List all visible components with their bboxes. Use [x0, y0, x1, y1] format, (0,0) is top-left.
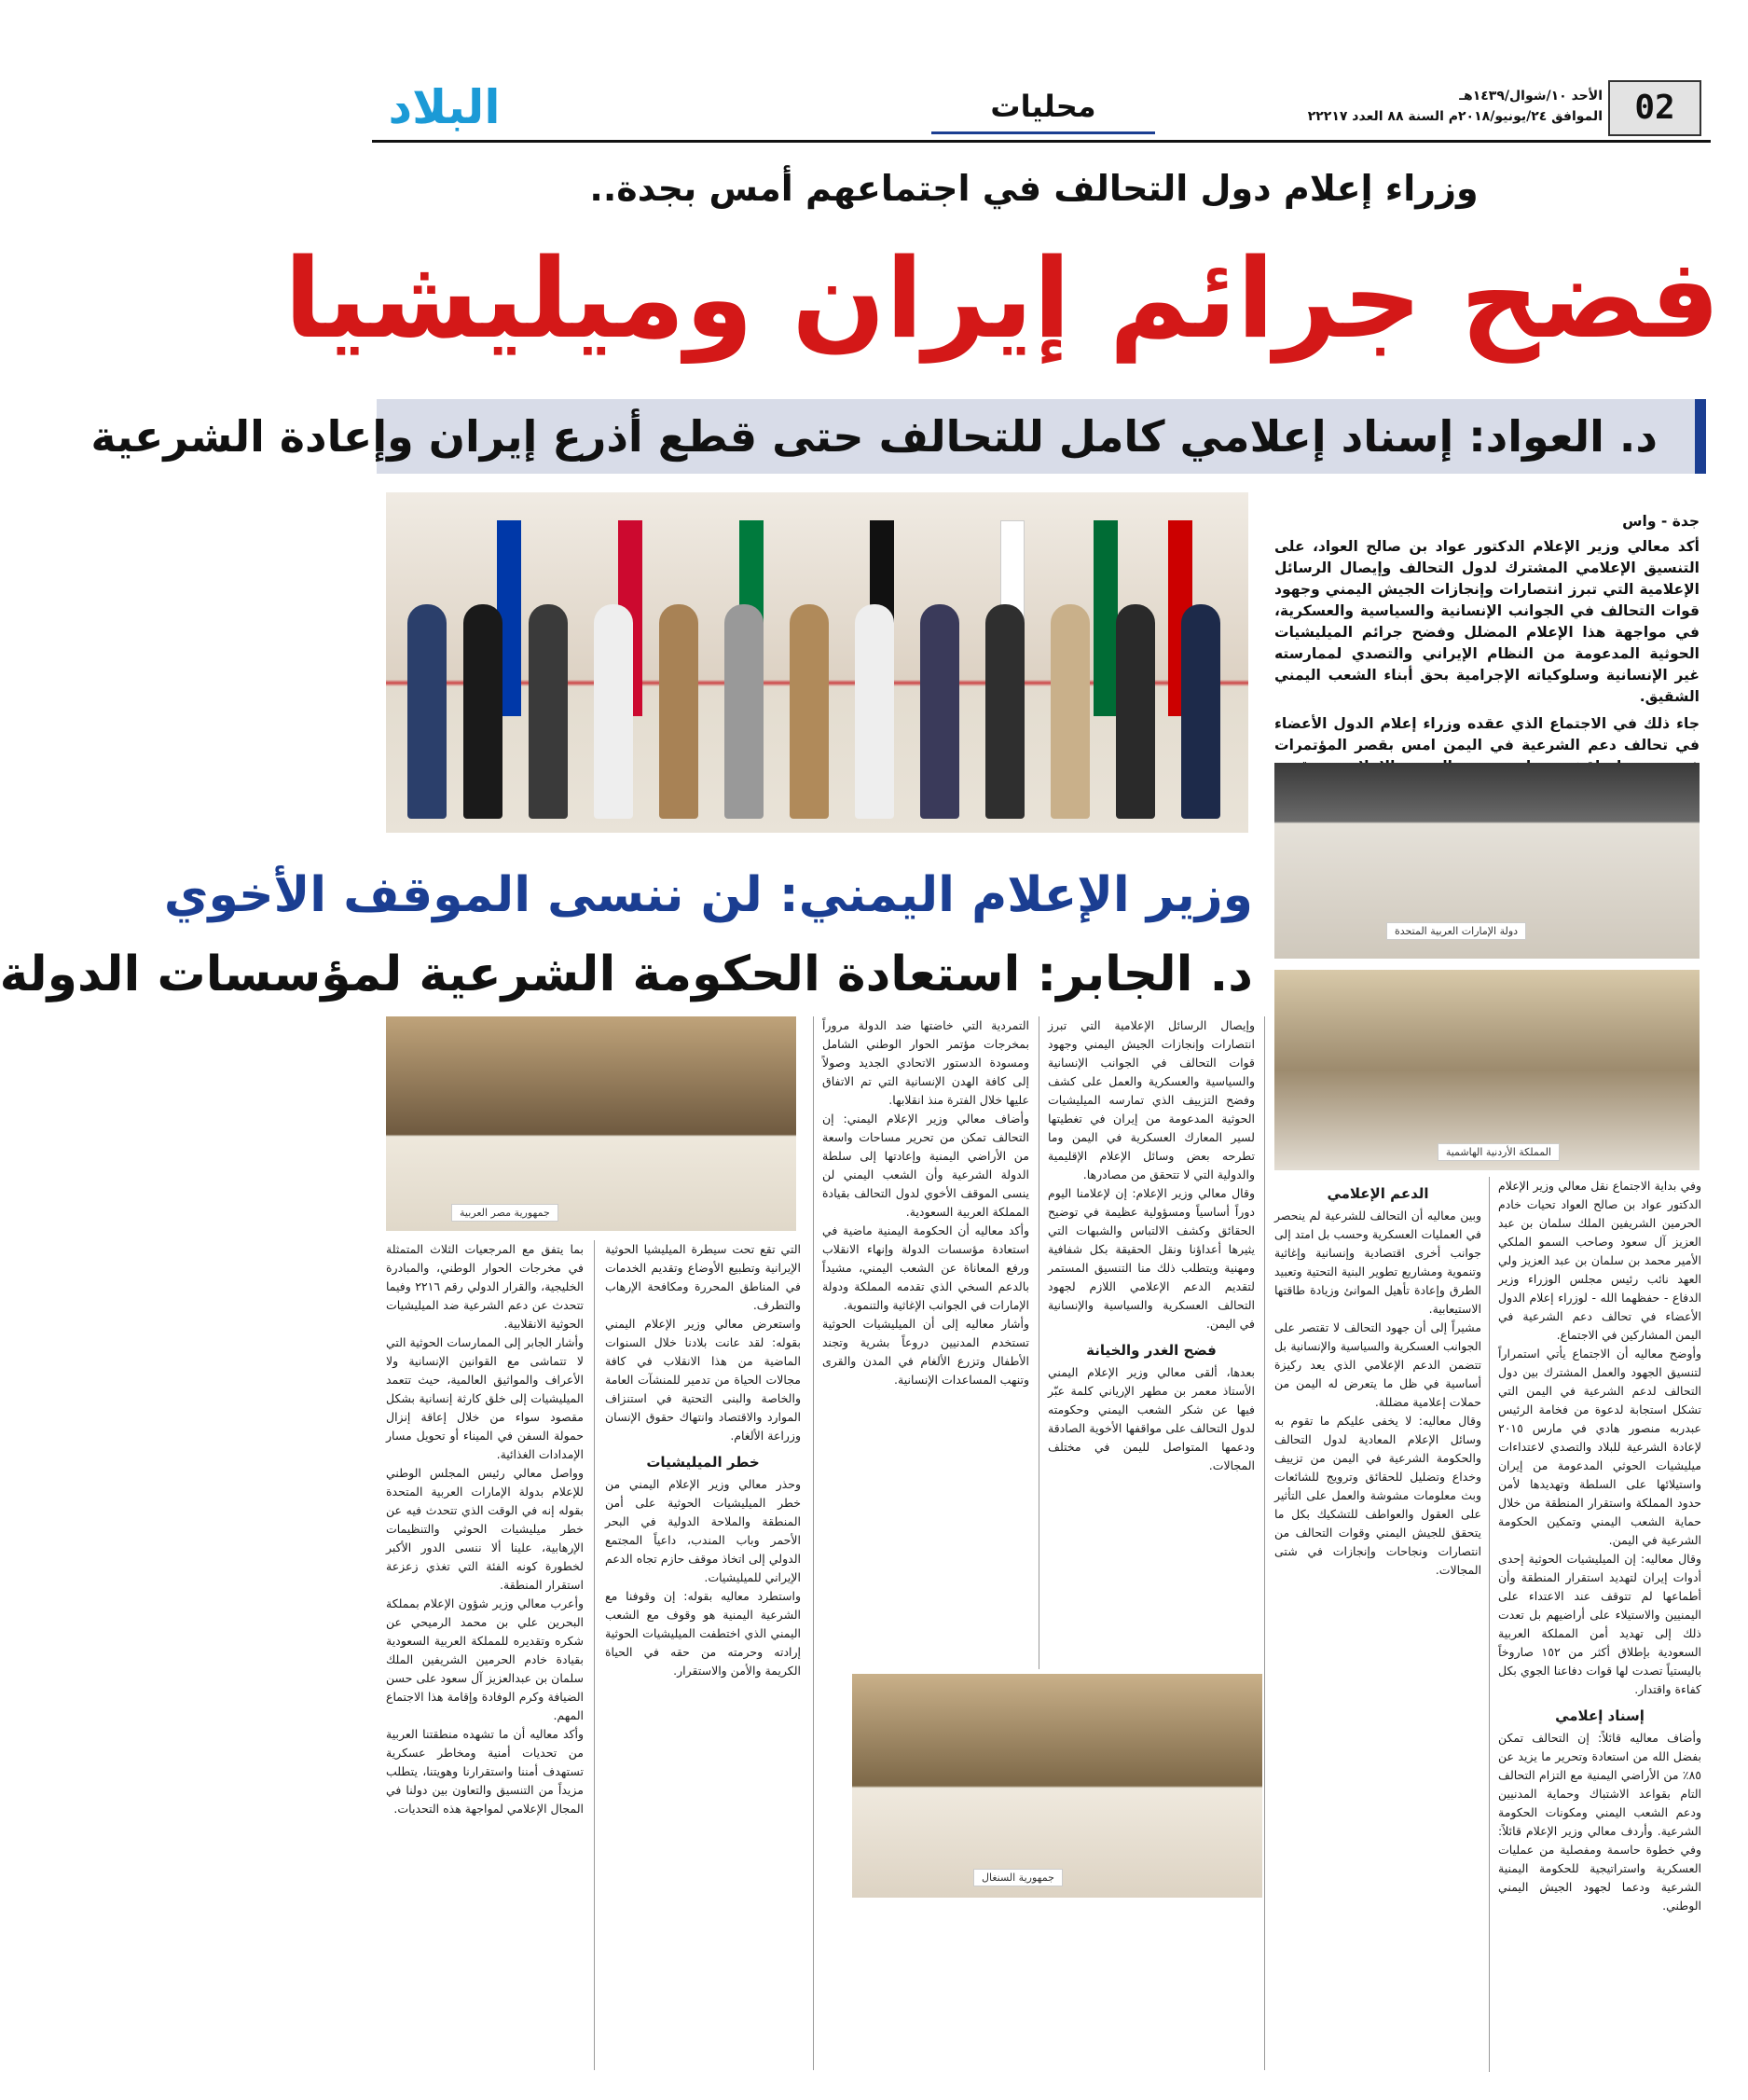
- person-figure: [1051, 604, 1090, 819]
- masthead-divider: [372, 140, 1711, 143]
- delegate-nameplate: المملكة الأردنية الهاشمية: [1438, 1143, 1560, 1161]
- egypt-delegate-photo: [386, 1016, 796, 1231]
- secondary-headline-1: وزير الإعلام اليمني: لن ننسى الموقف الأخوي: [163, 867, 1253, 923]
- column-rule: [1264, 1016, 1265, 2070]
- delegate-nameplate: جمهورية مصر العربية: [451, 1204, 558, 1222]
- column-subhead: الدعم الإعلامي: [1327, 1185, 1429, 1202]
- column-subhead: خطر الميليشيات: [646, 1454, 760, 1471]
- flag-decor: [1094, 520, 1118, 716]
- person-figure: [407, 604, 447, 819]
- person-figure: [790, 604, 829, 819]
- section-title: محليات: [931, 78, 1155, 134]
- person-figure: [855, 604, 894, 819]
- article-column: [1048, 1016, 1255, 2070]
- body-paragraph: وقال معاليه: لا يخفى عليكم ما تقوم به وسائل الإعلام المعادية لدول التحالف والحكومة الشرعية في اليمن من تزييف وخداع وتضليل للحقائق وترويج للشائعات وبث معلومات مشوشة والعمل على التأثير على العقول والعواطف للتشكيك بكل ما يتحقق للجيش اليمني وقوات التحالف من انتصارات ونجاحات وإنجازات في شتى المجالات.: [1274, 1414, 1481, 1577]
- person-figure: [1181, 604, 1220, 819]
- person-figure: [920, 604, 959, 819]
- person-figure: [1116, 604, 1155, 819]
- person-figure: [529, 604, 568, 819]
- person-figure: [463, 604, 502, 819]
- body-paragraph: وأوضح معاليه أن الاجتماع يأتي استمراراً لتنسيق الجهود والعمل المشترك بين دول التحالف لدعم الشرعية في اليمن التي تشكل استجابة لدعوة من فخامة الرئيس عبدربه منصور هادي في مارس ٢٠١٥ لإعادة الشرعية للبلاد والتصدي لاعتداءات ميليشيات الحوثي المدعومة من إيران واستيلائها على السلطة وتهديدها لأمن حدود المملكة واستقرار المنطقة من خلال حماية الشعب اليمني وتمكين الحكومة الشرعية في اليمن.: [1498, 1347, 1701, 1547]
- lead-intro: [1274, 511, 1700, 753]
- body-paragraph: وفي بداية الاجتماع نقل معالي وزير الإعلام الدكتور عواد بن صالح العواد تحيات خادم الحرمين الشريفين الملك سلمان بن عبد العزيز آل سعود وصاحب السمو الملكي الأمير محمد بن سلمان بن عبد العزيز ولي العهد نائب رئيس مجلس الوزراء وزير الدفاع - حفظهما الله - لوزراء إعلام الدول الأعضاء في تحالف دعم الشرعية في اليمن المشاركين في الاجتماع.: [1498, 1179, 1701, 1342]
- gregorian-date: الموافق ٢٤/يونيو/٢٠١٨م السنة ٨٨ العدد ٢٢٢١٧: [1307, 109, 1603, 124]
- body-paragraph: وقال معالي وزير الإعلام: إن لإعلامنا اليوم دوراً أساسياً ومسؤولية عظيمة في توضيح الحقائق وكشف الالتباس والشبهات التي يثيرها أعداؤنا ونقل الحقيقة بكل شفافية ومهنية ويتطلب ذلك منا التنسيق المستمر لتقديم الدعم الإعلامي اللازم لجهود التحالف العسكرية والسياسية والإنسانية في اليمن.: [1048, 1186, 1255, 1331]
- delegate-nameplate: جمهورية السنغال: [973, 1869, 1063, 1886]
- dateline: جدة - واس: [1622, 513, 1700, 530]
- body-paragraph: وأكد معاليه أن ما تشهده منطقتنا العربية من تحديات أمنية ومخاطر عسكرية تستهدف أمننا واستقرارنا وهويتنا، يتطلب مزيداً من التنسيق والتعاون بين دولنا في المجال الإعلامي لمواجهة هذه التحديات.: [386, 1727, 584, 1816]
- date-block: [1286, 86, 1603, 132]
- jordan-delegate-photo: [1274, 970, 1700, 1170]
- main-headline: فضح جرائم إيران وميليشيا: [283, 234, 1720, 363]
- body-paragraph: وواصل معالي رئيس المجلس الوطني للإعلام بدولة الإمارات العربية المتحدة بقوله إنه في الوقت الذي تتحدث فيه عن خطر ميليشيات الحوثي والتنظيمات الإرهابية، علينا ألا ننسى الدور الأكبر لخطورة كونه الفئة التي تغذي زعزعة استقرار المنطقة.: [386, 1466, 584, 1592]
- column-subhead: إسناد إعلامي: [1555, 1707, 1645, 1724]
- article-column: [386, 1240, 584, 2070]
- hijri-date: الأحد ١٠/شوال/١٤٣٩هـ: [1459, 89, 1603, 104]
- body-paragraph: وأعرب معالي وزير شؤون الإعلام بمملكة البحرين علي بن محمد الرميحي عن شكره وتقديره للمملكة العربية السعودية بقيادة خادم الحرمين الشريفين الملك سلمان بن عبدالعزيز آل سعود على حسن الضيافة وكرم الوفادة وإقامة هذا الاجتماع المهم.: [386, 1596, 584, 1722]
- body-paragraph: وأشار الجابر إلى الممارسات الحوثية التي لا تتماشى مع القوانين الإنسانية ولا الأعراف والمواثيق العالمية، حيث تتعمد الميليشيات إلى خلق كارثة إنسانية بشكل مقصود سواء من خلال إعاقة إنزال حمولة السفن في الميناء أو تحويل مسار الإمدادات الغذائية.: [386, 1335, 584, 1461]
- person-figure: [724, 604, 764, 819]
- person-figure: [594, 604, 633, 819]
- body-paragraph: بعدها، ألقى معالي وزير الإعلام اليمني الأستاذ معمر بن مطهر الإرياني كلمة عبّر فيها عن شكر الشعب اليمني وحكومته لدول التحالف على مواقفها الأخوية الصادقة ودعمها المتواصل لليمن في مختلف المجالات.: [1048, 1365, 1255, 1472]
- person-figure: [985, 604, 1025, 819]
- body-paragraph: وحذر معالي وزير الإعلام اليمني من خطر الميليشيات الحوثية على أمن المنطقة والملاحة الدولية في البحر الأحمر وباب المندب، داعياً المجتمع الدولي إلى اتخاذ موقف حازم تجاه الدعم الإيراني للميليشيات.: [605, 1477, 801, 1584]
- column-rule: [1489, 1177, 1490, 2072]
- article-column: [1498, 1177, 1701, 2072]
- body-paragraph: التي تقع تحت سيطرة الميليشيا الحوثية الإيرانية وتطبيع الأوضاع وتقديم الخدمات في المناطق المحررة ومكافحة الإرهاب والتطرف.: [605, 1242, 801, 1312]
- secondary-headline-2: د. الجابر: استعادة الحكومة الشرعية لمؤسسات الدولة: [0, 946, 1253, 1002]
- page-number: 02: [1608, 80, 1701, 136]
- body-paragraph: وأضاف معاليه قائلاً: إن التحالف تمكن بفضل الله من استعادة وتحرير ما يزيد عن ٨٥٪ من الأراضي اليمنية مع التزام التحالف التام بقواعد الاشتباك وحماية المدنيين ودعم الشعب اليمني ومكونات الحكومة الشرعية. وأردف معالي وزير الإعلام قائلاً: وفي خطوة حاسمة ومفصلية من عمليات العسكرية واستراتيجية للحكومة اليمنية الشرعية ودعما لجهود الجيش اليمني الوطني.: [1498, 1731, 1701, 1913]
- column-rule: [594, 1240, 595, 2070]
- kicker-headline: وزراء إعلام دول التحالف في اجتماعهم أمس بجدة..: [589, 168, 1479, 209]
- body-paragraph: وأضاف معالي وزير الإعلام اليمني: إن التحالف تمكن من تحرير مساحات واسعة من الأراضي اليمنية وإعادتها إلى سلطة الدولة الشرعية وأن الشعب اليمني لن ينسى الموقف الأخوي لدول التحالف بقيادة المملكة العربية السعودية.: [822, 1112, 1029, 1219]
- article-column: [605, 1240, 801, 2070]
- body-paragraph: وأشار معاليه إلى أن الميليشيات الحوثية تستخدم المدنيين دروعاً بشرية وتجند الأطفال وتزرع الألغام في المدن والقرى وتنهب المساعدات الإنسانية.: [822, 1317, 1029, 1387]
- uae-delegate-photo: [1274, 763, 1700, 959]
- intro-paragraph: أكد معالي وزير الإعلام الدكتور عواد بن صالح العواد، على التنسيق الإعلامي المشترك لدول التحالف وإيصال الرسائل الإعلامية التي تبرز انتصارات وإنجازات الجيش اليمني وجهود قوات التحالف في الجوانب الإنسانية والسياسية والعسكرية، في مواجهة هذا الإعلام المضلل وفضح جرائم الميليشيات الحوثية المدعومة من النظام الإيراني والتصدي لممارسته غير الإنسانية وسلوكياته الإجرامية بحق أبناء الشعب اليمني الشقيق.: [1274, 538, 1700, 705]
- group-photo: [386, 492, 1248, 833]
- newspaper-logo: البلاد: [388, 80, 501, 134]
- article-column: [822, 1016, 1029, 1669]
- article-column: [1274, 1177, 1481, 2072]
- body-paragraph: وأكد معاليه أن الحكومة اليمنية ماضية في استعادة مؤسسات الدولة وإنهاء الانقلاب ورفع المعاناة عن الشعب اليمني، مشيداً بالدعم السخي الذي تقدمه المملكة ودولة الإمارات في الجوانب الإغاثية والتنموية.: [822, 1223, 1029, 1312]
- body-paragraph: وإيصال الرسائل الإعلامية التي تبرز انتصارات وإنجازات الجيش اليمني وجهود قوات التحالف في الجوانب الإنسانية والسياسية والعسكرية والعمل على كشف وفضح التزييف الذي تمارسه الميليشيات الحوثية المدعومة من إيران في تغطيتها لسير المعارك العسكرية في اليمن وما تطرحه بعض وسائل الإعلام الإقليمية والدولية التي لا تتحقق من مصادرها.: [1048, 1018, 1255, 1181]
- person-figure: [659, 604, 698, 819]
- body-paragraph: واستطرد معاليه بقوله: إن وقوفنا مع الشرعية اليمنية هو وقوف مع الشعب اليمني الذي اختطفت الميليشيات الحوثية إرادته وحرمته من حقه في الحياة الكريمة والأمن والاستقرار.: [605, 1589, 801, 1678]
- body-paragraph: وقال معاليه: إن الميليشيات الحوثية إحدى أدوات إيران لتهديد استقرار المنطقة وأن أطماعها لم تتوقف عند الاعتداء على اليمنيين والاستيلاء على أراضيهم بل تعدت ذلك إلى تهديد أمن المملكة العربية السعودية بإطلاق أكثر من ١٥٢ صاروخاً باليستياً تصدت لها قوات دفاعنا الجوي بكل كفاءة واقتدار.: [1498, 1552, 1701, 1696]
- column-rule: [813, 1016, 814, 2070]
- body-paragraph: وبين معاليه أن التحالف للشرعية لم ينحصر في العمليات العسكرية وحسب بل امتد إلى جوانب أخرى اقتصادية وإنسانية وإغاثية وتنموية ومشاريع تطوير البنية التحتية وتعبيد الطرق وإعادة تأهيل الموانئ وزيادة طاقتها الاستيعابية.: [1274, 1209, 1481, 1316]
- body-paragraph: بما يتفق مع المرجعيات الثلاث المتمثلة في مخرجات الحوار الوطني، والمبادرة الخليجية، والقرار الدولي رقم ٢٢١٦ وفيما تتحدث عن دعم الشرعية ضد الميليشيات الحوثية الانقلابية.: [386, 1242, 584, 1331]
- delegate-nameplate: دولة الإمارات العربية المتحدة: [1386, 922, 1526, 940]
- intro-paragraph: جاء ذلك في الاجتماع الذي عقده وزراء إعلام الدول الأعضاء في تحالف دعم الشرعية في اليمن امس بقصر المؤتمرات: [1274, 715, 1700, 753]
- subheadline-bar: د. العواد: إسناد إعلامي كامل للتحالف حتى قطع أذرع إيران وإعادة الشرعية: [377, 399, 1706, 474]
- body-paragraph: واستعرض معالي وزير الإعلام اليمني بقوله: لقد عانت بلادنا خلال السنوات الماضية من هذا الانقلاب في كافة مجالات الحياة من تدمير للمنشآت العامة والخاصة والبنى التحتية في استنزاف الموارد والاقتصاد وانتهاك حقوق الإنسان وزراعة الألغام.: [605, 1317, 801, 1443]
- column-subhead: فضح الغدر والخيانة: [1086, 1342, 1217, 1359]
- body-paragraph: التمردية التي خاضتها ضد الدولة مروراً بمخرجات مؤتمر الحوار الوطني الشامل ومسودة الدستور الاتحادي الجديد وصولاً إلى كافة الهدن الإنسانية التي تم الاتفاق عليها خلال الفترة منذ انقلابها.: [822, 1018, 1029, 1107]
- body-paragraph: مشيراً إلى أن جهود التحالف لا تقتصر على الجوانب العسكرية والسياسية والإنسانية بل تتضمن الدعم الإعلامي الذي يعد ركيزة أساسية في ظل ما يتعرض له اليمن من حملات إعلامية مضللة.: [1274, 1320, 1481, 1409]
